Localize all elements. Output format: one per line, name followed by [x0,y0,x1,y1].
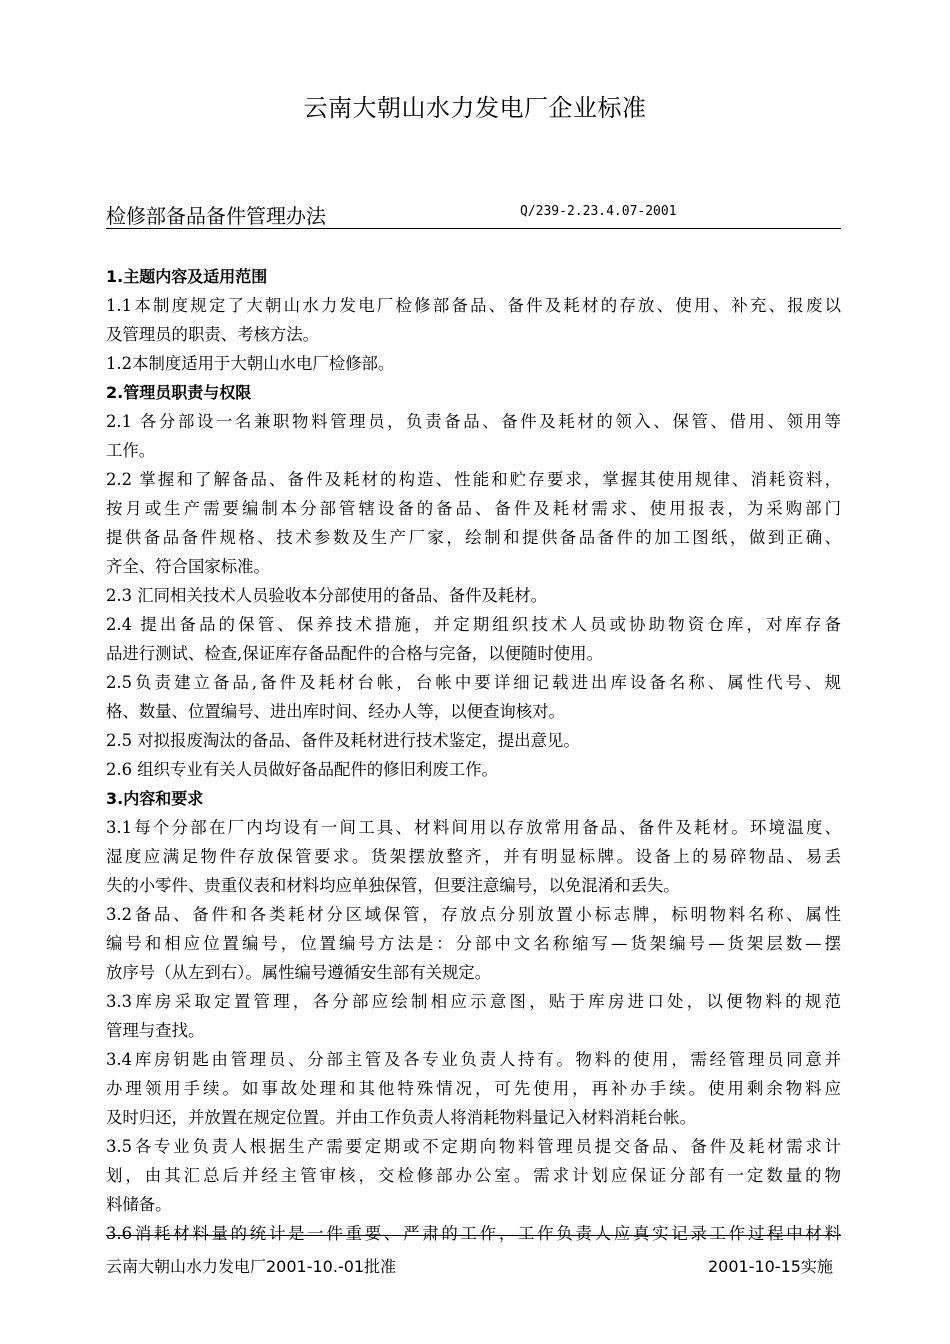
approval-note: 云南大朝山水力发电厂2001-10.-01批准 [106,1257,397,1276]
body-text-line: 1.1本制度规定了大朝山水力发电厂检修部备品、备件及耗材的存放、使用、补充、报废以 [106,296,841,315]
section-heading: 2.管理员职责与权限 [106,383,252,402]
body-text-line: 放序号（从左到右）。属性编号遵循安生部有关规定。 [106,963,492,982]
document-body [106,262,841,1248]
body-text-line: 按月或生产需要编制本分部管辖设备的备品、备件及耗材需求、使用报表，为采购部门 [106,499,841,518]
document-name: 检修部备品备件管理办法 [106,204,326,228]
body-text-line: 办理领用手续。如事故处理和其他特殊情况，可先使用，再补办手续。使用剩余物料应 [106,1079,841,1098]
body-text-line: 工作。 [106,441,156,460]
body-text-line: 3.1每个分部在厂内均设有一间工具、材料间用以存放常用备品、备件及耗材。环境温度、 [106,818,841,837]
body-text-line: 3.2备品、备件和各类耗材分区域保管，存放点分别放置小标志牌，标明物料名称、属性 [106,905,841,924]
body-text-line: 3.5各专业负责人根据生产需要定期或不定期向物料管理员提交备品、备件及耗材需求计 [106,1137,841,1156]
body-text-line: 及管理员的职责、考核方法。 [106,325,320,344]
body-text-line: 3.4库房钥匙由管理员、分部主管及各专业负责人持有。物料的使用，需经管理员同意并 [106,1050,841,1069]
body-text-line: 编号和相应位置编号，位置编号方法是：分部中文名称缩写—货架编号—货架层数—摆 [106,934,841,953]
body-text-line: 提供备品备件规格、技术参数及生产厂家，绘制和提供备品备件的加工图纸，做到正确、 [106,528,841,547]
document-title: 云南大朝山水力发电厂企业标准 [303,94,647,122]
body-text-line: 2.5负责建立备品,备件及耗材台帐，台帐中要详细记载进出库设备名称、属性代号、规 [106,673,841,692]
body-text-line: 2.3 汇同相关技术人员验收本分部使用的备品、备件及耗材。 [106,586,548,605]
body-text-line: 划，由其汇总后并经主管审核，交检修部办公室。需求计划应保证分部有一定数量的物 [106,1166,841,1185]
body-text-line: 1.2本制度适用于大朝山水电厂检修部。 [106,354,395,373]
body-text-line: 2.1 各分部设一名兼职物料管理员，负责备品、备件及耗材的领入、保管、借用、领用等 [106,412,841,431]
body-text-line: 品进行测试、检查,保证库存备品配件的合格与完备，以便随时使用。 [106,644,603,663]
body-text-line: 管理与查找。 [106,1021,205,1040]
body-text-line: 及时归还，并放置在规定位置。并由工作负责人将消耗物料量记入材料消耗台帐。 [106,1108,697,1127]
body-text-line: 齐全、符合国家标准。 [106,557,270,576]
body-text-line: 2.5 对拟报废淘汰的备品、备件及耗材进行技术鉴定，提出意见。 [106,731,580,750]
document-code: Q/239-2.23.4.07-2001 [520,204,677,219]
body-text-line: 3.3库房采取定置管理，各分部应绘制相应示意图，贴于库房进口处，以便物料的规范 [106,992,841,1011]
body-text-line: 湿度应满足物件存放保管要求。货架摆放整齐，并有明显标牌。设备上的易碎物品、易丢 [106,847,841,866]
body-text-line: 2.4 提出备品的保管、保养技术措施，并定期组织技术人员或协助物资仓库，对库存备 [106,615,841,634]
document-header [106,200,841,229]
body-text-line: 3.6消耗材料量的统计是一件重要、严肃的工作，工作负责人应真实记录工作过程中材料 [106,1224,841,1243]
body-text-line: 失的小零件、贵重仪表和材料均应单独保管，但要注意编号，以免混淆和丢失。 [106,876,680,895]
section-heading: 3.内容和要求 [106,789,204,808]
body-text-line: 料储备。 [106,1195,172,1214]
section-heading: 1.主题内容及适用范围 [106,267,268,286]
document-footer [106,1235,841,1276]
body-text-line: 格、数量、位置编号、进出库时间、经办人等，以便查询核对。 [106,702,565,721]
body-text-line: 2.2 掌握和了解备品、备件及耗材的构造、性能和贮存要求，掌握其使用规律、消耗资料， [106,470,841,489]
implementation-date: 2001-10-15实施 [708,1257,833,1276]
body-text-line: 2.6 组织专业有关人员做好备品配件的修旧利废工作。 [106,760,498,779]
